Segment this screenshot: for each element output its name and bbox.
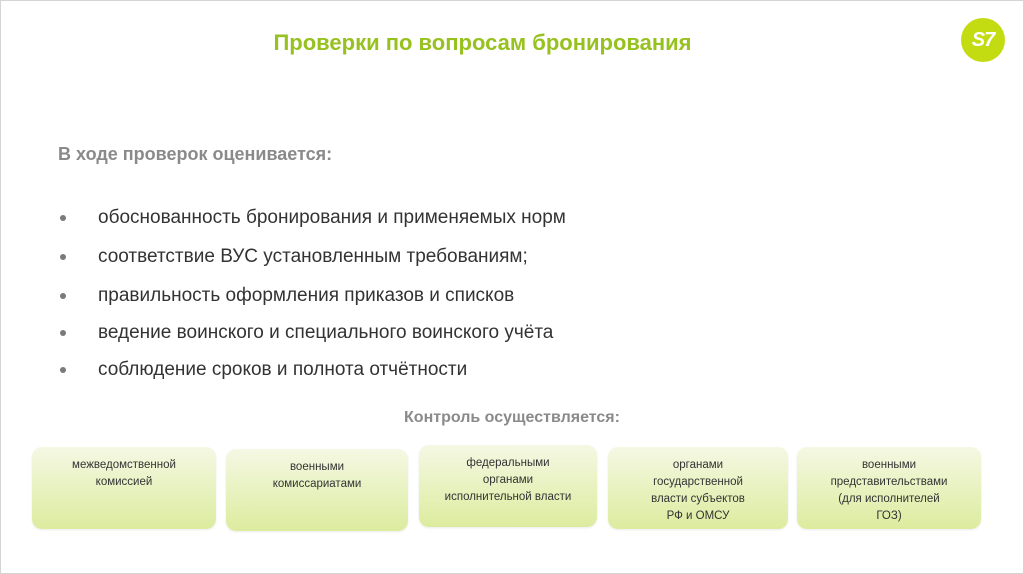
control-box-military-representations <box>797 447 981 529</box>
bullet-dot-icon <box>60 215 66 221</box>
bullet-dot-icon <box>60 330 66 336</box>
list-item <box>58 356 467 384</box>
control-box-federal-authorities <box>419 445 597 527</box>
list-item-text: соответствие ВУС установленным требованиям; <box>98 246 528 267</box>
control-box-text: военными представительствами (для исполнителей ГОЗ) <box>830 459 948 522</box>
control-box-commissariats <box>226 449 408 531</box>
list-item <box>58 319 553 347</box>
list-item <box>58 243 528 271</box>
control-box-text: межведомственной комиссией <box>72 459 176 488</box>
logo-text: S7 <box>971 28 995 51</box>
intro-heading: В ходе проверок оценивается: <box>58 144 333 164</box>
bullet-dot-icon <box>60 254 66 260</box>
list-item <box>58 282 514 310</box>
list-item-text: ведение воинского и специального воинского учёта <box>98 322 554 343</box>
list-item-text: правильность оформления приказов и списков <box>98 285 515 306</box>
bullet-dot-icon <box>60 367 66 373</box>
control-box-text: военными комиссариатами <box>272 461 362 490</box>
control-box-text: федеральными органами исполнительной власти <box>444 457 572 503</box>
bullet-dot-icon <box>60 293 66 299</box>
control-heading: Контроль осуществляется: <box>404 409 620 426</box>
s7-logo <box>961 18 1005 62</box>
control-box-commission <box>32 447 216 529</box>
control-box-regional-authorities <box>608 447 788 529</box>
list-item <box>58 204 566 232</box>
control-box-text: органами государственной власти субъектов РФ и ОМСУ <box>651 459 745 522</box>
list-item-text: обоснованность бронирования и применяемых норм <box>98 207 566 228</box>
slide-title: Проверки по вопросам бронирования <box>273 30 692 55</box>
list-item-text: соблюдение сроков и полнота отчётности <box>98 359 468 380</box>
